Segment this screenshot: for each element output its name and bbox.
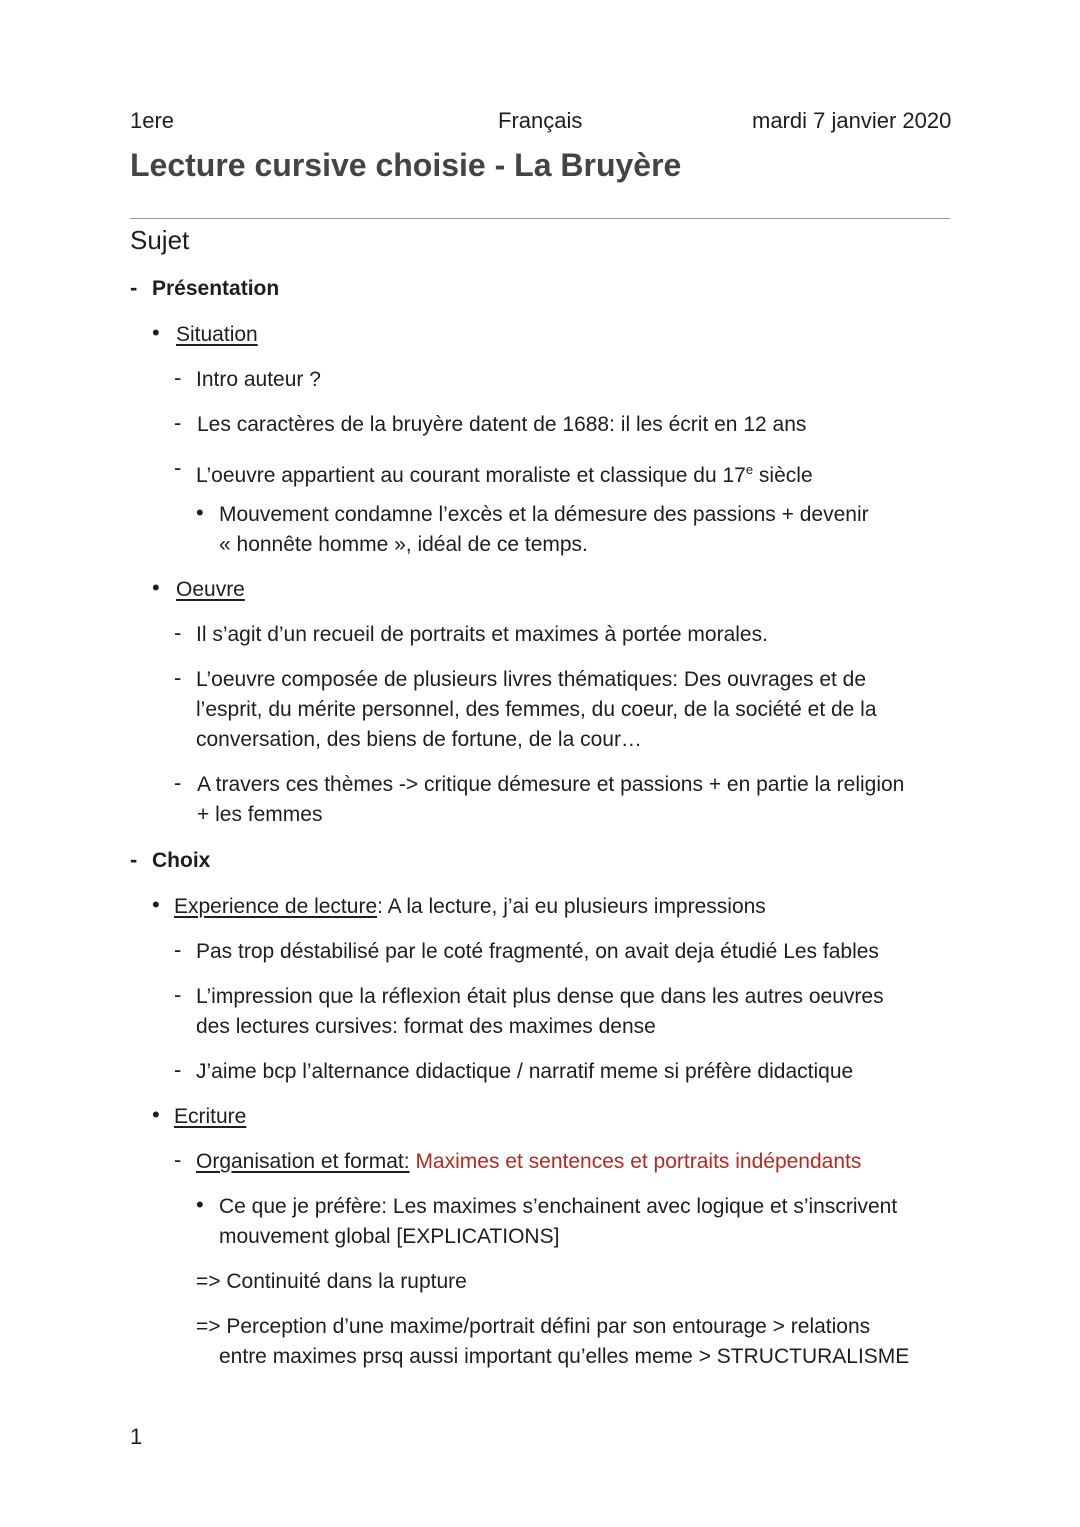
bullet-marker: • bbox=[152, 892, 160, 917]
list-item: + les femmes bbox=[197, 803, 323, 826]
list-item: L’oeuvre composée de plusieurs livres thématiques: Des ouvrages et de bbox=[196, 668, 867, 691]
list-item: => Continuité dans la rupture bbox=[196, 1270, 467, 1293]
list-item: l’esprit, du mérite personnel, des femmes, du coeur, de la société et de la bbox=[196, 698, 877, 721]
list-item: J’aime bcp l’alternance didactique / narratif meme si préfère didactique bbox=[196, 1060, 854, 1083]
list-item: Intro auteur ? bbox=[196, 368, 321, 391]
section-heading: Sujet bbox=[130, 225, 190, 255]
dash-marker: - bbox=[174, 665, 182, 690]
dash-marker: - bbox=[174, 620, 182, 645]
subheading-situation: Situation bbox=[176, 323, 258, 346]
list-item: Ce que je préfère: Les maximes s’enchainent avec logique et s’inscrivent bbox=[219, 1195, 898, 1218]
list-item: L’impression que la réflexion était plus dense que dans les autres oeuvres bbox=[196, 985, 884, 1008]
bullet-marker: • bbox=[196, 500, 204, 525]
page-title: Lecture cursive choisie - La Bruyère bbox=[130, 147, 682, 183]
list-item: Experience de lecture: A la lecture, j’ai eu plusieurs impressions bbox=[174, 895, 766, 918]
list-item: Il s’agit d’un recueil de portraits et maximes à portée morales. bbox=[196, 623, 768, 646]
heading-choix: Choix bbox=[152, 849, 211, 872]
list-item: Pas trop déstabilisé par le coté fragmenté, on avait deja étudié Les fables bbox=[196, 940, 879, 963]
dash-marker: - bbox=[174, 1057, 182, 1082]
list-item: Les caractères de la bruyère datent de 1688: il les écrit en 12 ans bbox=[197, 413, 807, 436]
dash-marker: - bbox=[130, 275, 138, 300]
header-subject: Français bbox=[498, 108, 583, 133]
list-item: conversation, des biens de fortune, de la cour… bbox=[196, 728, 642, 751]
list-item: mouvement global [EXPLICATIONS] bbox=[219, 1225, 560, 1248]
dash-marker: - bbox=[174, 410, 182, 435]
list-item: « honnête homme », idéal de ce temps. bbox=[219, 533, 588, 556]
header-date: mardi 7 janvier 2020 bbox=[752, 108, 952, 133]
title-divider bbox=[130, 218, 950, 219]
list-item: A travers ces thèmes -> critique démesure et passions + en partie la religion bbox=[197, 773, 905, 796]
list-item: Mouvement condamne l’excès et la démesure des passions + devenir bbox=[219, 503, 869, 526]
page-number: 1 bbox=[130, 1424, 143, 1449]
dash-marker: - bbox=[174, 770, 182, 795]
bullet-marker: • bbox=[152, 1102, 160, 1127]
list-item: L’oeuvre appartient au courant moraliste et classique du 17e siècle bbox=[196, 462, 813, 487]
bullet-marker: • bbox=[152, 320, 160, 345]
subheading-ecriture: Ecriture bbox=[174, 1105, 247, 1128]
dash-marker: - bbox=[130, 847, 138, 872]
dash-marker: - bbox=[174, 365, 182, 390]
bullet-marker: • bbox=[152, 575, 160, 600]
list-item: entre maximes prsq aussi important qu’elles meme > STRUCTURALISME bbox=[219, 1345, 910, 1368]
list-item: => Perception d’une maxime/portrait défini par son entourage > relations bbox=[196, 1315, 871, 1338]
list-item: Organisation et format: Maximes et sentences et portraits indépendants bbox=[196, 1150, 862, 1173]
list-item: des lectures cursives: format des maximes dense bbox=[196, 1015, 656, 1038]
heading-presentation: Présentation bbox=[152, 277, 280, 300]
header-level: 1ere bbox=[130, 108, 175, 133]
dash-marker: - bbox=[174, 982, 182, 1007]
dash-marker: - bbox=[174, 1147, 182, 1172]
bullet-marker: • bbox=[196, 1192, 204, 1217]
dash-marker: - bbox=[174, 455, 182, 480]
dash-marker: - bbox=[174, 937, 182, 962]
subheading-oeuvre: Oeuvre bbox=[176, 578, 245, 601]
